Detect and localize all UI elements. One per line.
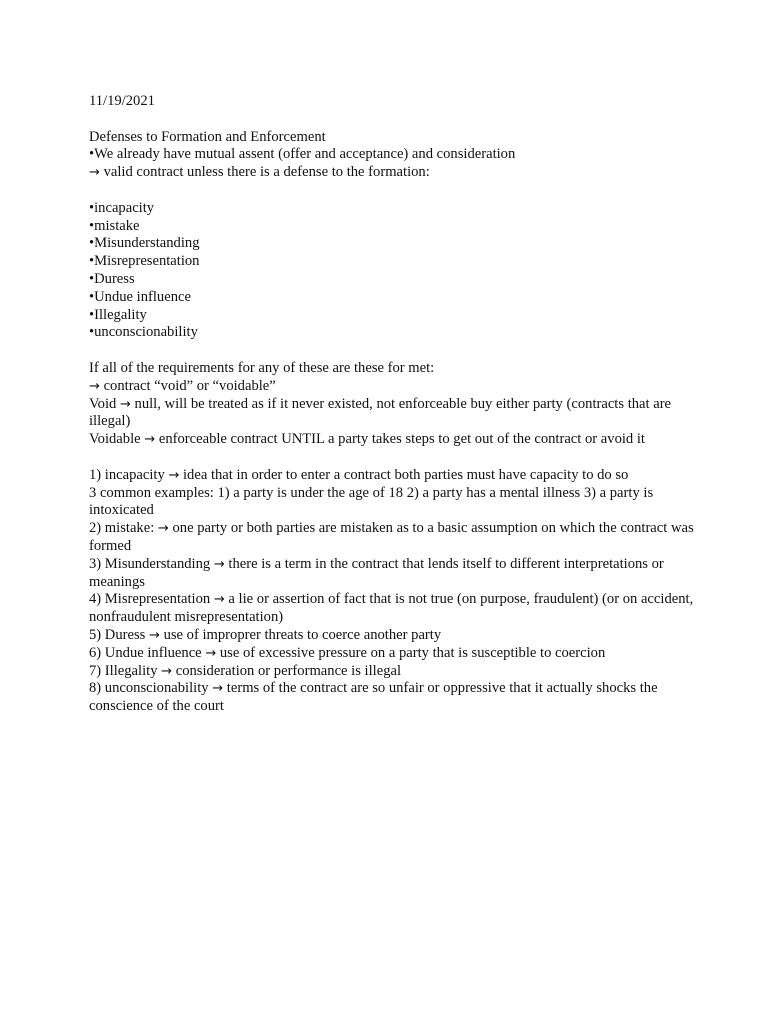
explanation-item — [89, 485, 698, 521]
explanation-text: 3 common examples: 1) a party is under the age of 18 2) a party has a mental illness 3) a party is intoxicated — [89, 484, 654, 519]
void-term: Void — [89, 395, 117, 412]
intro-line-2-text: valid contract unless there is a defense to the formation: — [103, 164, 430, 181]
intro-line-2 — [89, 164, 698, 182]
explanation-term: 5) Duress — [89, 626, 146, 643]
explanation-item — [89, 627, 698, 645]
voidable-definition — [89, 431, 698, 449]
arrow-icon: → — [213, 556, 225, 572]
explanation-term: 7) Illegality — [89, 662, 158, 679]
spacer — [89, 342, 698, 360]
explanation-term: 3) Misunderstanding — [89, 555, 211, 572]
void-definition — [89, 396, 698, 432]
voidable-term: Voidable — [89, 431, 141, 448]
explanation-term: 8) unconscionability — [89, 680, 209, 697]
requirements-line-2 — [89, 378, 698, 396]
date: 11/19/2021 — [89, 93, 155, 109]
explanation-item — [89, 520, 698, 556]
explanation-text: there is a term in the contract that lends itself to different interpretations or meanings — [89, 555, 664, 590]
arrow-icon: → — [213, 592, 225, 608]
defense-item: •mistake — [89, 217, 140, 234]
arrow-icon: → — [149, 627, 160, 643]
requirements-line-2-text: contract “void” or “voidable” — [103, 377, 276, 394]
spacer — [89, 111, 698, 129]
explanation-text: idea that in order to enter a contract both parties must have capacity to do so — [183, 466, 629, 483]
defense-item: •Misrepresentation — [89, 253, 200, 270]
defense-item: •Misunderstanding — [89, 235, 200, 252]
arrow-icon: → — [89, 378, 100, 394]
explanation-item — [89, 467, 698, 485]
arrow-icon: → — [212, 681, 224, 697]
explanation-text: use of excessive pressure on a party that is susceptible to coercion — [219, 644, 606, 661]
defense-item: •unconscionability — [89, 324, 198, 341]
spacer — [89, 182, 698, 200]
spacer — [89, 449, 698, 467]
explanation-item — [89, 591, 698, 627]
arrow-icon: → — [119, 396, 131, 412]
explanation-text: terms of the contract are so unfair or oppressive that it actually shocks the conscience of the court — [89, 680, 658, 715]
requirements-line-1: If all of the requirements for any of these are these for met: — [89, 359, 435, 376]
defense-item: •Illegality — [89, 306, 147, 323]
defense-item: •incapacity — [89, 199, 155, 216]
explanation-term: 2) mistake: — [89, 520, 155, 537]
section-heading: Defenses to Formation and Enforcement — [89, 128, 326, 145]
explanation-term: 1) incapacity — [89, 466, 165, 483]
defense-item: •Duress — [89, 270, 135, 287]
intro-line-1: •We already have mutual assent (offer and acceptance) and consideration — [89, 146, 516, 163]
arrow-icon: → — [89, 165, 100, 181]
voidable-text: enforceable contract UNTIL a party takes steps to get out of the contract or avoid it — [158, 431, 645, 448]
explanation-item — [89, 645, 698, 663]
explanation-item — [89, 680, 698, 716]
arrow-icon: → — [168, 467, 180, 483]
defense-list — [89, 200, 698, 342]
explanation-text: a lie or assertion of fact that is not true (on purpose, fraudulent) (or on accident, nonfraudulent misrepresentation) — [89, 591, 694, 626]
arrow-icon: → — [157, 521, 169, 537]
explanation-list — [89, 467, 698, 716]
arrow-icon: → — [205, 645, 217, 661]
arrow-icon: → — [144, 432, 156, 448]
explanation-text: use of improprer threats to coerce another party — [163, 626, 442, 643]
void-text: null, will be treated as if it never existed, not enforceable buy either party (contracts that are illegal) — [89, 395, 672, 430]
explanation-term: 6) Undue influence — [89, 644, 202, 661]
explanation-text: one party or both parties are mistaken as to a basic assumption on which the contract was formed — [89, 520, 694, 554]
explanation-text: consideration or performance is illegal — [175, 662, 402, 679]
arrow-icon: → — [161, 663, 173, 679]
explanation-term: 4) Misrepresentation — [89, 591, 211, 608]
explanation-item — [89, 663, 698, 681]
explanation-item — [89, 556, 698, 592]
defense-item: •Undue influence — [89, 288, 191, 305]
